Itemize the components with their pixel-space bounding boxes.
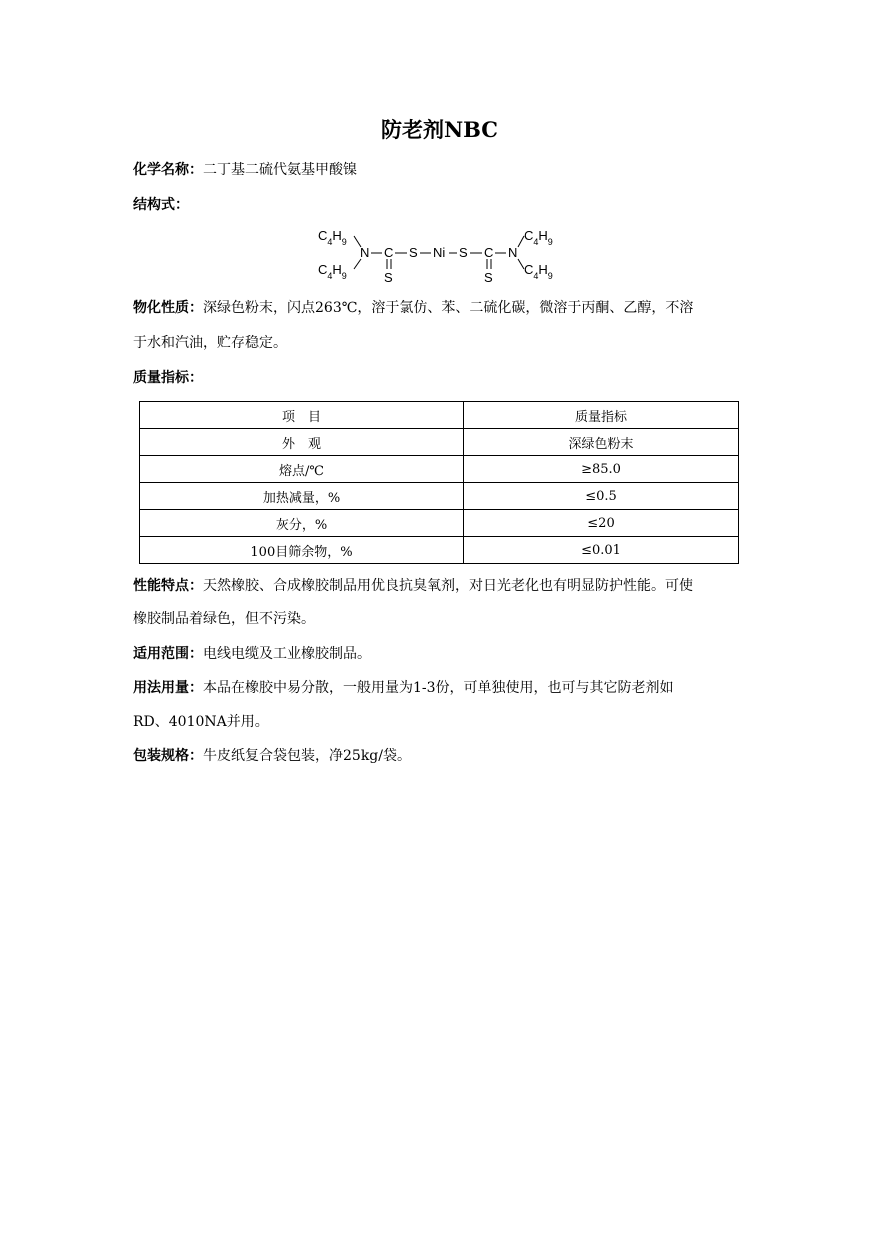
application-value: 电线电缆及工业橡胶制品。 xyxy=(203,646,371,662)
table-cell-item: 外 观 xyxy=(140,429,464,456)
table-header-row xyxy=(140,402,739,429)
table-cell-item: 加热减量，% xyxy=(140,483,464,510)
table-cell-item: 熔点/℃ xyxy=(140,456,464,483)
packaging-label: 包装规格： xyxy=(133,748,203,764)
bond-left-bottom xyxy=(354,259,361,269)
formula-c4h9-left-top xyxy=(318,228,347,247)
chemical-name-line xyxy=(133,160,753,180)
table-cell-item: 灰分，% xyxy=(140,510,464,537)
usage-text-1: 本品在橡胶中易分散，一般用量为1-3份，可单独使用，也可与其它防老剂如 xyxy=(203,680,674,696)
formula-s-right-bottom: S xyxy=(484,270,493,285)
formula-n-right: N xyxy=(508,245,518,260)
properties-line-2 xyxy=(133,333,753,353)
formula-c4h9-right-top xyxy=(524,228,553,247)
formula-c4h9-right-bottom xyxy=(524,262,553,281)
formula-ni: Ni xyxy=(433,245,446,260)
formula-c4h9-right-top-text: $C_4H_9$ xyxy=(524,228,553,247)
application-line xyxy=(133,644,753,664)
table-cell-item: 100目筛余物，% xyxy=(140,537,464,564)
properties-label: 物化性质： xyxy=(133,300,203,316)
usage-line-2 xyxy=(133,712,753,732)
formula-n-left: N xyxy=(360,245,370,260)
table-cell-spec: ≥85.0 xyxy=(464,456,739,483)
features-label: 性能特点： xyxy=(133,578,203,594)
formula-s-left-bottom: S xyxy=(384,270,393,285)
usage-text-2: RD、4010NA并用。 xyxy=(133,714,269,730)
table-row xyxy=(140,537,739,564)
formula-c-right: C xyxy=(484,245,494,260)
structure-label: 结构式： xyxy=(133,197,189,213)
properties-text-1: 深绿色粉末，闪点263℃，溶于氯仿、苯、二硫化碳，微溶于丙酮、乙醇，不溶 xyxy=(203,300,694,316)
features-text-2: 橡胶制品着绿色，但不污染。 xyxy=(133,611,315,627)
document-title: 防老剂NBC xyxy=(380,117,499,142)
formula-c4h9-left-top-text: $C_4H_9$ xyxy=(318,228,347,247)
table-header-spec: 质量指标 xyxy=(464,402,739,429)
table-row xyxy=(140,456,739,483)
table-header-item: 项 目 xyxy=(140,402,464,429)
formula-s-right: S xyxy=(459,245,468,260)
usage-label: 用法用量： xyxy=(133,680,203,696)
features-line-2 xyxy=(133,609,753,629)
quality-line xyxy=(133,368,753,388)
application-label: 适用范围： xyxy=(133,646,203,662)
features-text-1: 天然橡胶、合成橡胶制品用优良抗臭氧剂，对日光老化也有明显防护性能。可使 xyxy=(203,578,693,594)
packaging-value: 牛皮纸复合袋包装，净25kg/袋。 xyxy=(203,748,411,764)
structural-formula xyxy=(310,222,580,286)
properties-line-1 xyxy=(133,298,753,318)
formula-c-left: C xyxy=(384,245,394,260)
formula-c4h9-left-bottom xyxy=(318,262,347,281)
features-line-1 xyxy=(133,576,753,596)
quality-label: 质量指标： xyxy=(133,370,203,386)
formula-s-left: S xyxy=(409,245,418,260)
quality-table xyxy=(139,401,739,564)
table-row xyxy=(140,429,739,456)
table-cell-spec: 深绿色粉末 xyxy=(464,429,739,456)
table-cell-spec: ≤0.5 xyxy=(464,483,739,510)
chemical-name-label: 化学名称： xyxy=(133,162,203,178)
table-cell-spec: ≤20 xyxy=(464,510,739,537)
formula-c4h9-left-bottom-text: $C_4H_9$ xyxy=(318,262,347,281)
table-row xyxy=(140,483,739,510)
formula-c4h9-right-bottom-text: $C_4H_9$ xyxy=(524,262,553,281)
packaging-line xyxy=(133,746,753,766)
chemical-name-value: 二丁基二硫代氨基甲酸镍 xyxy=(203,162,357,178)
structure-line xyxy=(133,195,753,215)
table-row xyxy=(140,510,739,537)
usage-line-1 xyxy=(133,678,753,698)
table-cell-spec: ≤0.01 xyxy=(464,537,739,564)
properties-text-2: 于水和汽油，贮存稳定。 xyxy=(133,335,287,351)
